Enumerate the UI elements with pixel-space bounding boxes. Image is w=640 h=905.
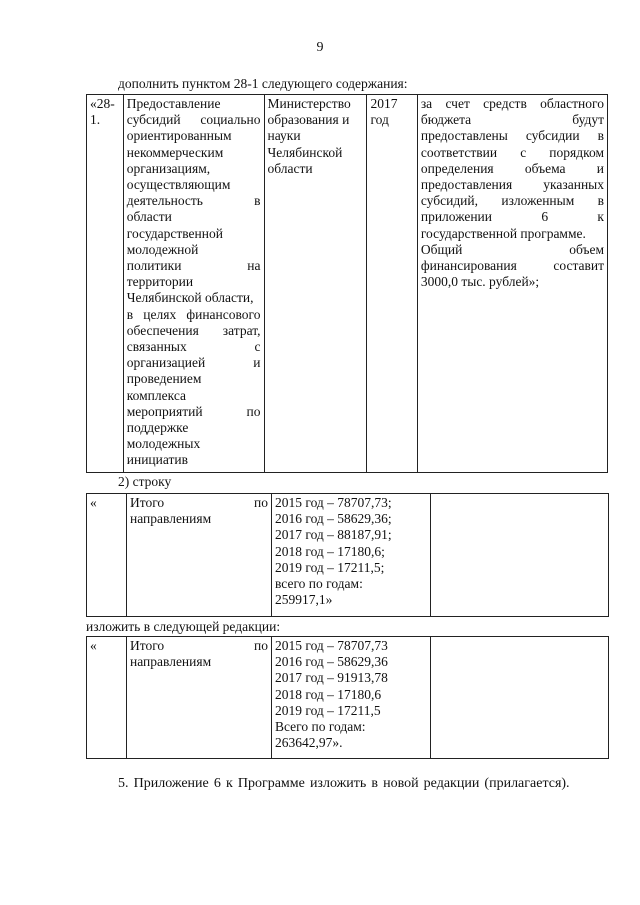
text-line	[130, 654, 268, 670]
table-row	[87, 637, 609, 759]
word: счет	[445, 96, 470, 111]
intro-text: дополнить пунктом 28-1 следующего содержания:	[118, 76, 408, 91]
word: целях	[143, 306, 177, 322]
word: по	[246, 403, 261, 419]
item-number-cell	[87, 95, 124, 473]
text-line	[421, 258, 604, 274]
final-paragraph: 5. Приложение 6 к Программе изложить в новой редакции (прилагается).	[118, 776, 570, 791]
table-row	[87, 494, 609, 617]
word: государственной программе.	[420, 225, 586, 241]
event-cell	[123, 95, 264, 473]
text-line	[421, 274, 604, 290]
word: организацией	[126, 355, 206, 371]
word: субсидии	[525, 128, 580, 144]
word: поддержке	[126, 420, 189, 436]
text-line: 2016 год – 58629,36	[275, 654, 388, 670]
text-line	[421, 226, 604, 242]
word: областного	[540, 96, 604, 111]
text-line: 2017	[370, 96, 398, 111]
word: связанных	[126, 339, 187, 355]
text-line: 2019 год – 17211,5;	[275, 559, 385, 575]
word: ориентированным	[126, 128, 232, 144]
text-line	[127, 112, 261, 128]
word: Общий	[420, 241, 463, 257]
word: некоммерческим	[126, 144, 224, 160]
word: определения	[420, 160, 494, 176]
empty-cell	[431, 494, 609, 617]
word: области	[126, 209, 172, 225]
text-line	[127, 339, 261, 355]
text-line	[127, 436, 261, 452]
text-line: 2017 год – 91913,78	[275, 670, 388, 686]
source-text	[421, 96, 604, 290]
word: предоставления	[420, 177, 513, 193]
word: с	[254, 339, 261, 355]
word: политики	[126, 258, 182, 274]
word: объем	[569, 241, 604, 257]
word: в	[597, 128, 604, 144]
word: субсидий	[126, 112, 181, 128]
word: финансирования	[420, 258, 517, 274]
executor-text	[268, 96, 364, 177]
text-line	[130, 638, 268, 654]
word: средств	[483, 96, 527, 111]
label-cell	[127, 494, 272, 617]
word: объема	[524, 160, 566, 176]
text-line	[127, 388, 261, 404]
text-line	[130, 511, 268, 527]
word: территории	[126, 274, 194, 290]
text-line	[127, 226, 261, 242]
word: обеспечения	[126, 322, 199, 338]
total-label	[130, 638, 268, 670]
total-values	[275, 638, 427, 751]
source-cell	[417, 95, 607, 473]
item-2-label: 2) строку	[118, 474, 172, 489]
label-cell	[127, 637, 272, 759]
text-line	[127, 242, 261, 258]
text-line	[127, 420, 261, 436]
executor-cell	[264, 95, 367, 473]
word: по	[254, 638, 268, 653]
word: субсидий,	[420, 193, 479, 209]
word: Итого	[130, 638, 165, 653]
table-row	[87, 95, 608, 473]
word: мероприятий	[126, 403, 203, 419]
word: молодежных	[126, 436, 201, 452]
text-line	[127, 193, 261, 209]
word: на	[247, 258, 261, 274]
word: инициатив	[126, 452, 189, 468]
word: Челябинской области,	[126, 290, 254, 306]
text-line	[127, 177, 261, 193]
word: комплекса	[126, 387, 186, 403]
quote-mark: «	[90, 495, 97, 510]
text-line: 2018 год – 17180,6	[275, 686, 382, 702]
word: направлениям	[130, 511, 212, 527]
total-values	[275, 495, 427, 608]
text-line	[421, 128, 604, 144]
word: осуществляющим	[126, 177, 231, 193]
page-number: 9	[316, 40, 324, 55]
word: изложенным	[501, 193, 575, 209]
text-line	[421, 96, 604, 112]
text-line	[421, 145, 604, 161]
text-line: Министерство	[267, 96, 351, 111]
text-line	[421, 242, 604, 258]
total-label	[130, 495, 268, 527]
word: предоставлены	[420, 128, 508, 144]
text-line	[127, 355, 261, 371]
text-line	[127, 404, 261, 420]
values-cell	[272, 637, 431, 759]
text-line: образования и	[267, 112, 350, 128]
text-line: год	[370, 112, 389, 128]
word: указанных	[543, 177, 604, 193]
text-line	[127, 452, 261, 468]
word: 6	[541, 209, 549, 225]
word: с	[520, 144, 527, 160]
text-line: науки	[267, 128, 301, 144]
text-line	[421, 209, 604, 225]
text-line: 2015 год – 78707,73	[275, 638, 388, 653]
text-line	[127, 209, 261, 225]
word: направлениям	[130, 654, 212, 670]
quote-mark-cell	[87, 494, 127, 617]
word: в	[597, 193, 604, 209]
quote-mark-cell	[87, 637, 127, 759]
event-text	[127, 96, 261, 469]
word: по	[254, 495, 268, 510]
word: в	[254, 193, 261, 209]
word: соответствии	[420, 144, 498, 160]
text-line	[127, 96, 261, 112]
word: социально	[200, 112, 261, 128]
text-line: 2017 год – 88187,91;	[275, 527, 392, 543]
word: за	[420, 96, 433, 111]
table-old-row	[86, 493, 609, 617]
text-line	[127, 274, 261, 290]
text-line: всего по годам:	[275, 576, 363, 592]
text-line	[127, 161, 261, 177]
text-line: 2018 год – 17180,6;	[275, 543, 385, 559]
word: проведением	[126, 371, 202, 387]
word: финансового	[186, 306, 261, 322]
word: будут	[572, 112, 604, 128]
word: приложении	[420, 209, 493, 225]
word: Итого	[130, 495, 165, 510]
word: бюджета	[420, 112, 472, 128]
word: организациям,	[126, 160, 211, 176]
word: государственной	[126, 225, 223, 241]
word: затрат,	[222, 322, 261, 338]
text-line: 2019 год – 17211,5	[275, 702, 381, 718]
text-line	[130, 495, 268, 511]
year-cell	[367, 95, 417, 473]
text-line: 2016 год – 58629,36;	[275, 511, 392, 527]
word: в	[126, 306, 134, 322]
quote-mark: «	[90, 638, 97, 653]
replace-label: изложить в следующей редакции:	[86, 619, 281, 634]
word: к	[597, 209, 604, 225]
text-line	[421, 112, 604, 128]
text-line	[127, 290, 261, 306]
values-cell	[272, 494, 431, 617]
word: и	[596, 160, 604, 176]
word: молодежной	[126, 241, 199, 257]
word: Предоставление	[126, 96, 221, 111]
text-line	[127, 323, 261, 339]
text-line	[127, 145, 261, 161]
year-text	[370, 96, 413, 128]
text-line: 2015 год – 78707,73;	[275, 495, 392, 510]
table-new-row	[86, 636, 609, 759]
text-line: Челябинской	[267, 144, 343, 160]
word: порядком	[549, 144, 604, 160]
text-line: 259917,1»	[275, 592, 333, 608]
empty-cell	[431, 637, 609, 759]
word: 3000,0 тыс. рублей»;	[420, 274, 540, 290]
text-line: 263642,97».	[275, 735, 343, 751]
text-line	[127, 258, 261, 274]
item-number: «28-1.	[90, 96, 115, 128]
text-line	[127, 307, 261, 323]
text-line	[127, 128, 261, 144]
word: деятельность	[126, 193, 203, 209]
word: составит	[553, 258, 604, 274]
word: и	[253, 355, 261, 371]
text-line	[421, 161, 604, 177]
text-line	[421, 177, 604, 193]
text-line	[127, 371, 261, 387]
text-line: области	[267, 160, 313, 176]
table-item-28-1	[86, 94, 608, 473]
text-line: Всего по годам:	[275, 719, 366, 735]
text-line	[421, 193, 604, 209]
